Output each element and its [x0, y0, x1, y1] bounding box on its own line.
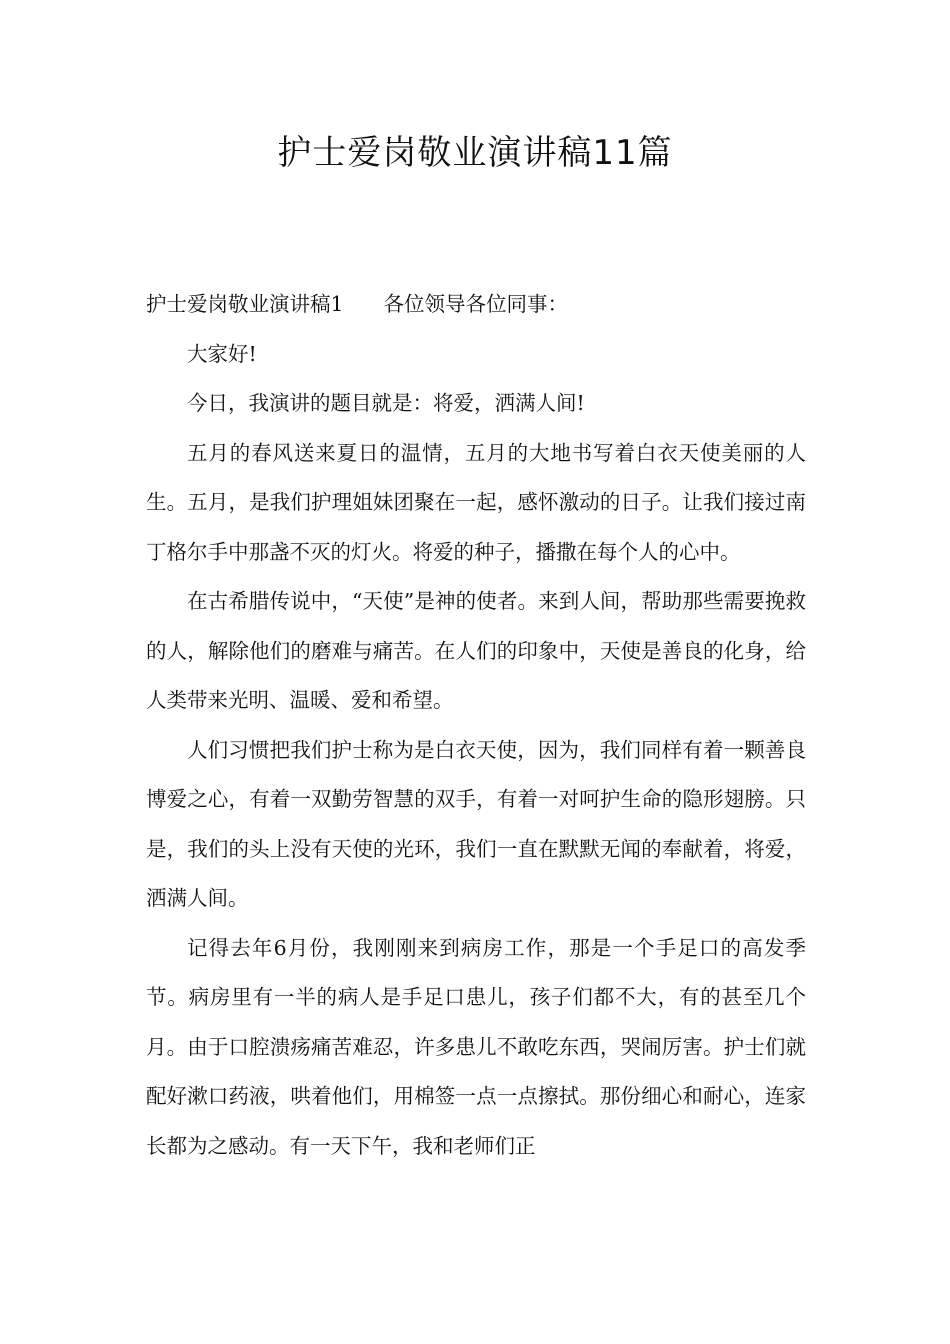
opening-line: [146, 280, 806, 330]
paragraph-angel-legend: 在古希腊传说中，“天使”是神的使者。来到人间，帮助那些需要挽救的人，解除他们的磨难与痛苦。在人们的印象中，天使是善良的化身，给人类带来光明、温暖、爱和希望。: [146, 589, 806, 712]
paragraph-nurses: 人们习惯把我们护士称为是白衣天使，因为，我们同样有着一颗善良博爱之心，有着一双勤劳智慧的双手，有着一对呵护生命的隐形翅膀。只是，我们的头上没有天使的光环，我们一直在默默无闻的奉献着，将爱，洒满人间。: [146, 737, 806, 910]
speech-heading: 护士爱岗敬业演讲稿1: [146, 292, 344, 316]
paragraph-may: 五月的春风送来夏日的温情，五月的大地书写着白衣天使美丽的人生。五月，是我们护理姐妹团聚在一起，感怀激动的日子。让我们接过南丁格尔手中那盏不灭的灯火。将爱的种子，播撒在每个人的心中。: [146, 440, 806, 564]
salutation: 各位领导各位同事：: [383, 292, 569, 316]
document-title: 护士爱岗敬业演讲稿11篇: [277, 133, 673, 173]
document-body: [146, 280, 806, 1171]
paragraph-topic: 今日，我演讲的题目就是：将爱，洒满人间!: [187, 391, 585, 415]
paragraph-greeting: 大家好!: [187, 341, 257, 366]
paragraph-memory: 记得去年6月份，我刚刚来到病房工作，那是一个手足口的高发季节。病房里有一半的病人是手足口患儿，孩子们都不大，有的甚至几个月。由于口腔溃疡痛苦难忍，许多患儿不敢吃东西，哭闹厉害。护士们就配好漱口药液，哄着他们，用棉签一点一点擦拭。那份细心和耐心，连家长都为之感动。有一天下午，我和老师们正: [146, 935, 806, 1158]
